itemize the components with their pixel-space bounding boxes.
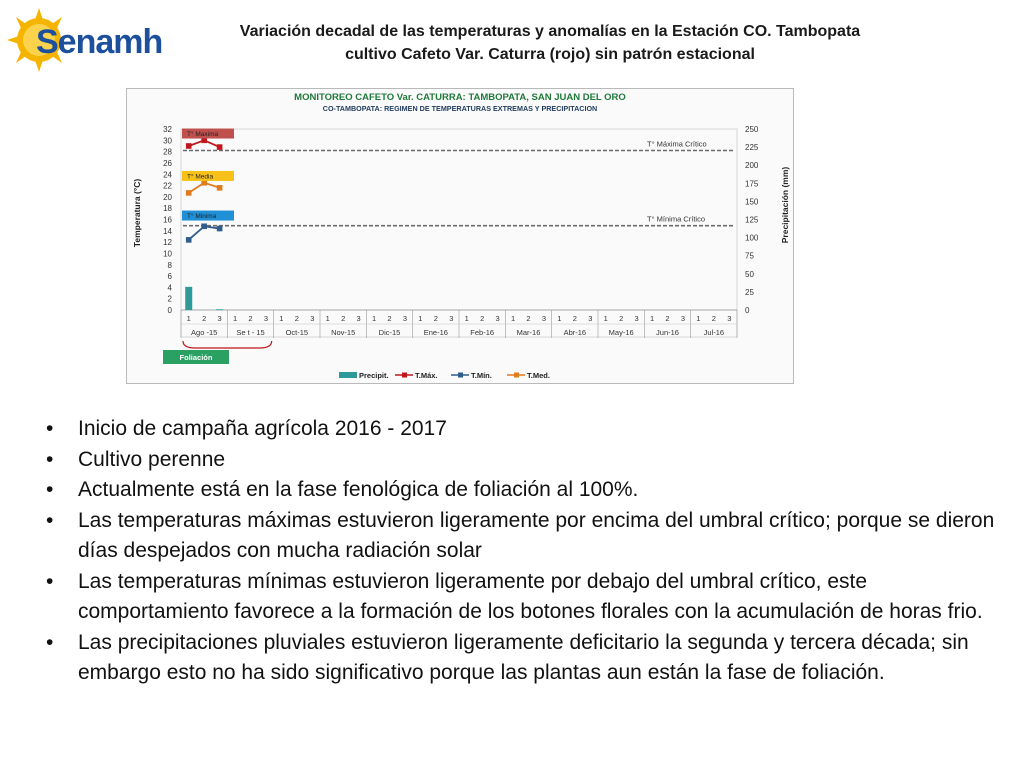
y-tick-label: 18 — [163, 204, 172, 214]
y-tick-label: 8 — [167, 260, 172, 270]
x-decade-label: 2 — [248, 314, 253, 323]
bullet-dot-icon: • — [46, 417, 54, 440]
y2-tick-label: 225 — [745, 143, 759, 153]
x-decade-label: 1 — [232, 314, 238, 323]
x-decade-label: 2 — [572, 314, 577, 323]
y2-axis-ticks — [745, 125, 759, 315]
x-month-label: May-16 — [608, 328, 634, 337]
x-decade-label: 3 — [541, 314, 547, 323]
y2-tick-label: 150 — [745, 197, 759, 207]
x-decade-label: 1 — [557, 314, 562, 323]
y2-tick-label: 75 — [745, 251, 754, 261]
threshold-lines — [183, 139, 735, 225]
x-decade-label: 3 — [680, 314, 686, 323]
x-decade-label: 2 — [711, 314, 716, 323]
x-decade-label: 1 — [418, 314, 423, 323]
plot-area — [181, 129, 737, 337]
bullet-list — [46, 414, 996, 689]
x-decade-label: 3 — [217, 314, 222, 323]
x-decade-label: 1 — [510, 314, 516, 323]
x-decade-label: 2 — [526, 314, 531, 323]
x-decade-label: 1 — [325, 314, 330, 323]
legend-label: T.Med. — [527, 371, 550, 380]
x-decade-label: 1 — [696, 314, 701, 323]
x-decade-label: 1 — [371, 314, 377, 323]
svg-text:Senamhi: Senamhi — [36, 23, 162, 61]
legend-marker — [458, 373, 463, 378]
bullet-item — [46, 506, 996, 567]
y2-axis-title: Precipitación (mm) — [780, 166, 790, 244]
series-marker — [186, 190, 192, 196]
temperature-lines — [186, 138, 222, 243]
chart-title: MONITOREO CAFETO Var. CATURRA: TAMBOPATA, SAN JUAN DEL ORO — [294, 92, 626, 103]
y-tick-label: 14 — [163, 226, 172, 236]
x-month-label: Feb-16 — [470, 328, 495, 337]
y2-tick-label: 175 — [745, 179, 759, 189]
x-decade-label: 2 — [341, 314, 346, 323]
phase-label: Foliación — [179, 353, 213, 362]
x-decade-label: 3 — [634, 314, 639, 323]
y-tick-label: 4 — [167, 283, 172, 293]
bullet-text: Las temperaturas máximas estuvieron ligeramente por encima del umbral crítico; porque se dieron días despejados con mucha radiación solar — [78, 508, 995, 562]
series-marker — [217, 226, 223, 232]
x-decade-label: 1 — [279, 314, 284, 323]
chart-frame — [126, 88, 794, 384]
y2-tick-label: 25 — [745, 287, 754, 297]
series-tag-label: T° Maxima — [187, 131, 219, 139]
bullet-item — [46, 567, 996, 628]
precip-bar — [216, 309, 223, 310]
bullet-dot-icon: • — [46, 447, 54, 471]
bullet-text: Cultivo perenne — [78, 447, 226, 471]
x-month-label: Ene-16 — [423, 328, 448, 337]
y2-tick-label: 125 — [745, 215, 759, 225]
x-decade-label: 2 — [619, 314, 624, 323]
y-tick-label: 6 — [167, 272, 172, 282]
chart-svg — [127, 89, 793, 383]
x-decade-label: 2 — [480, 314, 485, 323]
bullet-text: Actualmente está en la fase fenológica de foliación al 100%. — [78, 478, 639, 501]
y2-tick-label: 100 — [745, 233, 759, 243]
bullet-dot-icon: • — [46, 569, 54, 593]
y-tick-label: 28 — [163, 147, 172, 157]
legend-label: T.Máx. — [415, 371, 438, 380]
x-decade-label: 2 — [665, 314, 670, 323]
x-month-label: Ago -15 — [191, 328, 218, 337]
x-decade-label: 3 — [263, 314, 269, 323]
x-decade-label: 3 — [727, 314, 732, 323]
series-marker — [217, 185, 223, 191]
x-decade-label: 3 — [495, 314, 500, 323]
y-tick-label: 0 — [167, 306, 172, 315]
x-month-label: Mar-16 — [516, 328, 541, 337]
threshold-label: T° Mínima Crítico — [647, 214, 706, 224]
senamhi-logo-graphic — [6, 6, 162, 74]
y-tick-label: 2 — [167, 294, 172, 304]
chart-legend — [339, 371, 550, 380]
bullet-dot-icon: • — [46, 478, 54, 501]
bullet-item — [46, 445, 996, 476]
x-decade-label: 1 — [603, 314, 608, 323]
y-tick-label: 22 — [163, 181, 172, 191]
series-marker — [201, 223, 207, 229]
y2-tick-label: 200 — [745, 161, 759, 171]
threshold-label: T° Máxima Crítico — [647, 139, 707, 149]
bullet-item — [46, 475, 996, 506]
series-marker — [217, 144, 223, 150]
y-axis-title: Temperatura (°C) — [132, 178, 142, 248]
y2-tick-label: 50 — [745, 269, 754, 279]
phase-annotation — [163, 341, 272, 364]
phase-bracket — [183, 341, 272, 348]
x-decade-label: 3 — [449, 314, 454, 323]
series-marker — [186, 237, 192, 243]
x-decade-label: 3 — [588, 314, 593, 323]
x-month-label: Oct-15 — [285, 328, 309, 337]
chart-subtitle: CO-TAMBOPATA: REGIMEN DE TEMPERATURAS EXTREMAS Y PRECIPITACION — [322, 104, 598, 113]
bullet-text: Inicio de campaña agrícola 2016 - 2017 — [78, 417, 447, 440]
legend-label: T.Mín. — [471, 371, 492, 380]
series-tag-label: T° Minima — [187, 213, 217, 221]
y-tick-label: 10 — [163, 249, 172, 259]
x-decade-label: 2 — [387, 314, 392, 323]
bullet-dot-icon: • — [46, 630, 54, 654]
legend-label: Precipit. — [359, 371, 389, 380]
x-month-label: Nov-15 — [331, 328, 356, 337]
x-decade-label: 3 — [310, 314, 315, 323]
legend-swatch — [339, 372, 357, 378]
y2-tick-label: 0 — [745, 306, 750, 315]
x-decade-label: 3 — [402, 314, 408, 323]
x-month-label: Se t - 15 — [236, 328, 265, 337]
series-tag-label: T° Media — [187, 173, 214, 181]
x-decade-label: 2 — [433, 314, 438, 323]
senamhi-logo — [6, 6, 162, 74]
slide-title — [175, 20, 925, 66]
x-month-label: Jul-16 — [703, 328, 725, 337]
x-month-label: Jun-16 — [656, 328, 679, 337]
y-tick-label: 16 — [163, 215, 172, 225]
bullet-item — [46, 414, 996, 445]
legend-marker — [514, 373, 519, 378]
precip-bars — [185, 287, 223, 310]
y-tick-label: 26 — [163, 158, 172, 168]
y-tick-label: 30 — [163, 136, 172, 146]
series-marker — [186, 143, 192, 149]
x-decade-label: 3 — [356, 314, 361, 323]
slide-title-line1: Variación decadal de las temperaturas y anomalías en la Estación CO. Tambopata — [239, 23, 861, 40]
x-decade-label: 1 — [186, 314, 191, 323]
bullet-text: Las temperaturas mínimas estuvieron ligeramente por debajo del umbral crítico, este comportamiento favorece a la formación de los botones florales con la acumulación de horas frio. — [78, 569, 983, 623]
plot-border — [181, 129, 737, 337]
precip-bar — [185, 287, 192, 310]
legend-marker — [402, 373, 407, 378]
x-month-label: Dic-15 — [378, 328, 401, 337]
y-axis-ticks — [163, 125, 172, 315]
bullet-dot-icon: • — [46, 508, 54, 532]
slide-title-line2: cultivo Cafeto Var. Caturra (rojo) sin patrón estacional — [345, 46, 755, 63]
x-axis-ticks — [181, 310, 737, 338]
x-decade-label: 2 — [294, 314, 299, 323]
x-decade-label: 1 — [464, 314, 469, 323]
bullet-item — [46, 628, 996, 689]
x-decade-label: 2 — [202, 314, 207, 323]
y2-tick-label: 250 — [745, 125, 759, 134]
y-tick-label: 12 — [163, 238, 172, 248]
y-tick-label: 32 — [163, 125, 172, 134]
y-tick-label: 20 — [163, 192, 172, 202]
x-month-label: Abr-16 — [563, 328, 587, 337]
y-tick-label: 24 — [163, 170, 172, 180]
bullet-text: Las precipitaciones pluviales estuvieron ligeramente deficitario la segunda y tercera década; sin embargo esto no ha sido significativo porque las plantas aun están la fase de foliación. — [78, 630, 969, 684]
x-decade-label: 1 — [649, 314, 655, 323]
